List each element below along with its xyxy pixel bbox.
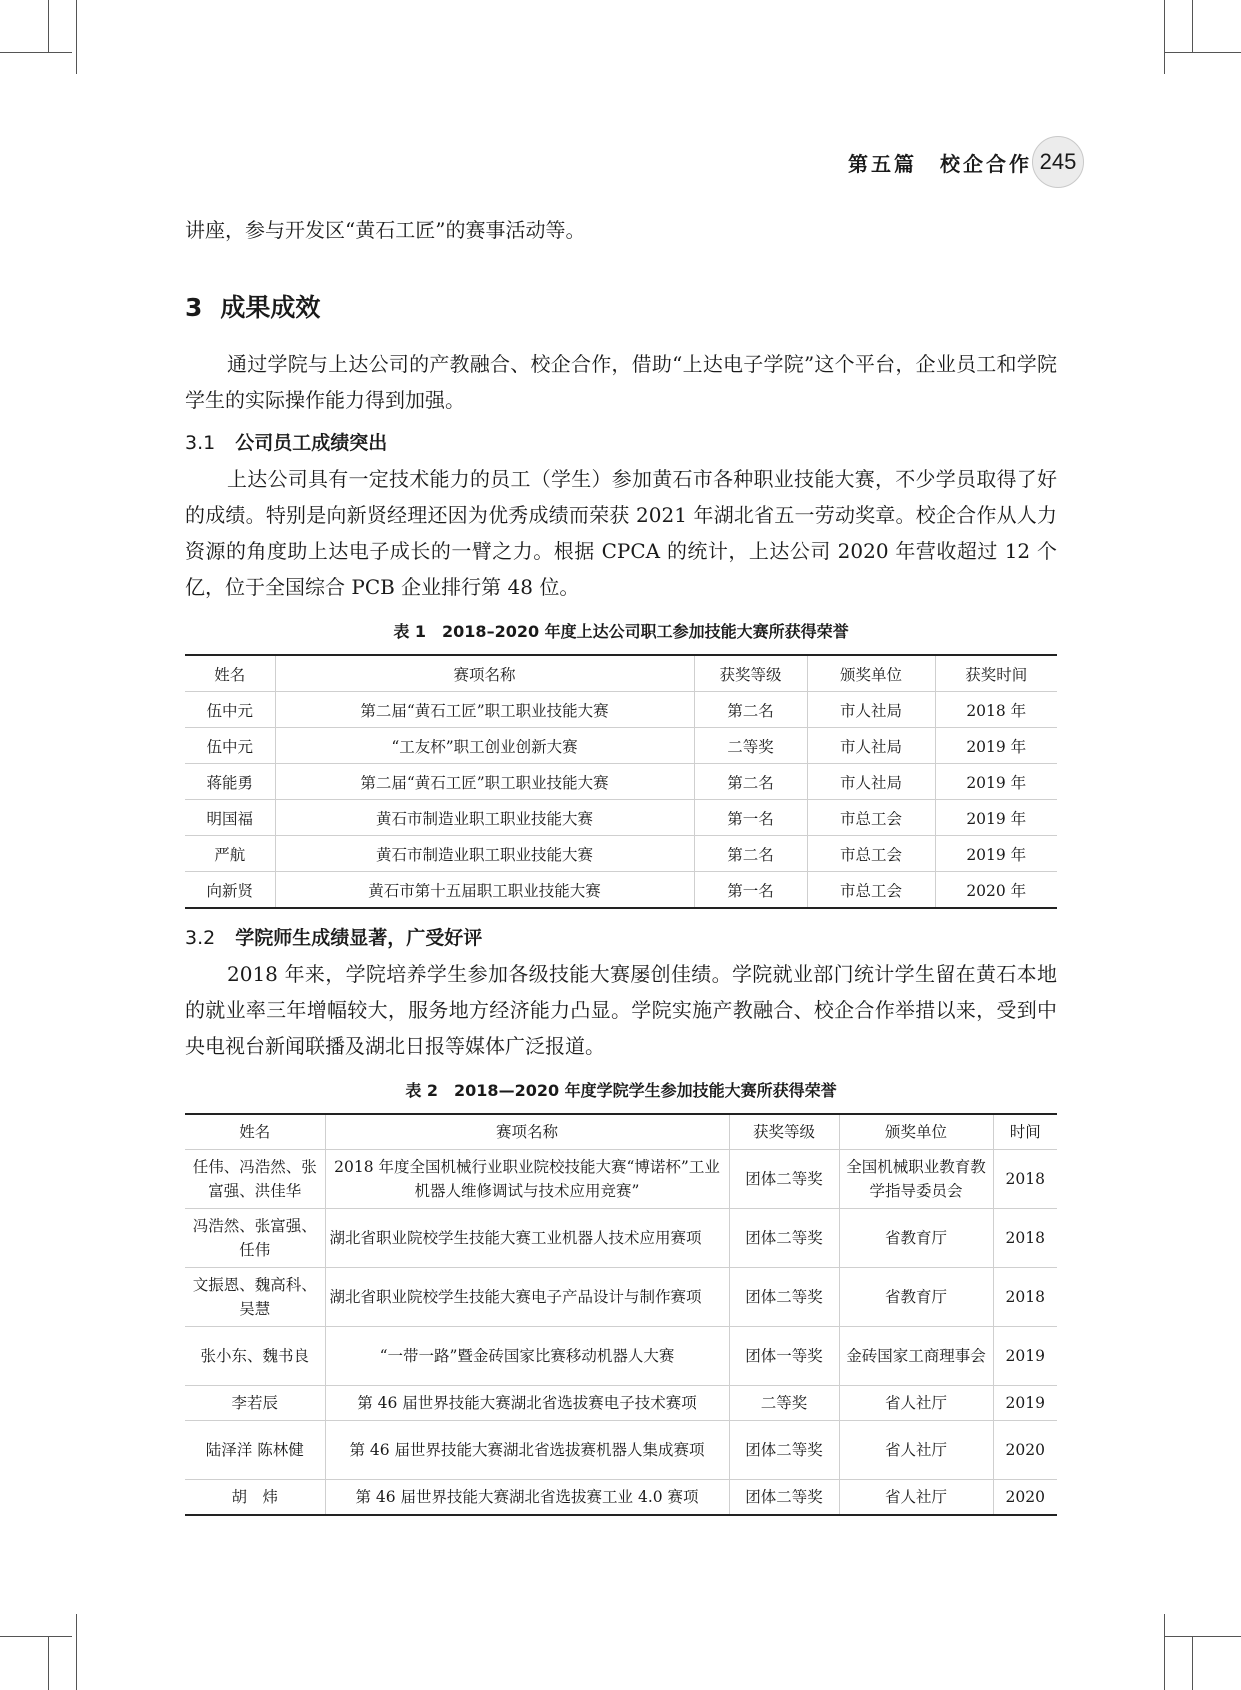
crop-mark: [0, 1636, 72, 1637]
table-cell: 市总工会: [807, 836, 935, 872]
table-cell: 2018 年: [935, 692, 1057, 728]
crop-mark: [1192, 0, 1193, 52]
table-row: [185, 692, 1057, 728]
section-heading: [185, 288, 1057, 324]
table-cell: 2019 年: [935, 836, 1057, 872]
table-row: [185, 1150, 1057, 1209]
table-cell: 2018: [993, 1268, 1057, 1327]
table-cell: 市总工会: [807, 872, 935, 909]
table-row: [185, 1421, 1057, 1480]
column-header: 获奖时间: [935, 655, 1057, 692]
table-cell: 伍中元: [185, 692, 275, 728]
crop-mark: [1164, 1614, 1165, 1690]
crop-mark: [76, 1614, 77, 1690]
table-cell: 湖北省职业院校学生技能大赛工业机器人技术应用赛项: [325, 1209, 729, 1268]
table-cell: 陆泽洋 陈林健: [185, 1421, 325, 1480]
table-cell: 2020: [993, 1421, 1057, 1480]
table-cell: 团体二等奖: [729, 1209, 839, 1268]
table-cell: 二等奖: [729, 1386, 839, 1421]
table-cell: 胡 炜: [185, 1480, 325, 1516]
table-row: [185, 1268, 1057, 1327]
table-cell: 市人社局: [807, 764, 935, 800]
subsection-number: 3.1: [185, 432, 216, 454]
table-caption: 表 2 2018—2020 年度学院学生参加技能大赛所获得荣誉: [405, 1081, 837, 1100]
crop-mark: [1165, 1636, 1241, 1637]
table-cell: 第 46 届世界技能大赛湖北省选拔赛工业 4.0 赛项: [325, 1480, 729, 1516]
table-cell: 2019 年: [935, 764, 1057, 800]
table-cell: “工友杯”职工创业创新大赛: [275, 728, 694, 764]
table-cell: 第二名: [694, 836, 807, 872]
table-cell: 张小东、魏书良: [185, 1327, 325, 1386]
column-header: 时间: [993, 1114, 1057, 1150]
subsection-number: 3.2: [185, 927, 216, 949]
table-row: [185, 1386, 1057, 1421]
table-row: [185, 1327, 1057, 1386]
table-cell: 明国福: [185, 800, 275, 836]
table-cell: 团体二等奖: [729, 1268, 839, 1327]
table-cell: 李若辰: [185, 1386, 325, 1421]
table-cell: 市总工会: [807, 800, 935, 836]
table-cell: 冯浩然、张富强、任伟: [185, 1209, 325, 1268]
table-row: [185, 764, 1057, 800]
column-header: 颁奖单位: [839, 1114, 993, 1150]
crop-mark: [1165, 52, 1241, 53]
column-header: 获奖等级: [729, 1114, 839, 1150]
table-cell: 省教育厅: [839, 1209, 993, 1268]
table-cell: 2019 年: [935, 728, 1057, 764]
table-cell: 严航: [185, 836, 275, 872]
table-cell: 第二名: [694, 764, 807, 800]
column-header: 姓名: [185, 1114, 325, 1150]
table-cell: 市人社局: [807, 692, 935, 728]
table-cell: 黄石市制造业职工职业技能大赛: [275, 836, 694, 872]
table-cell: 文振恩、魏高科、吴慧: [185, 1268, 325, 1327]
table-cell: 第二名: [694, 692, 807, 728]
page-content: [185, 212, 1057, 1516]
table-cell: 第 46 届世界技能大赛湖北省选拔赛机器人集成赛项: [325, 1421, 729, 1480]
subsection-heading: [185, 923, 1057, 950]
crop-mark: [0, 52, 72, 53]
table-cell: 第一名: [694, 872, 807, 909]
table-row: [185, 872, 1057, 909]
running-header: [0, 136, 1241, 196]
table-cell: 2019: [993, 1327, 1057, 1386]
table-cell: 市人社局: [807, 728, 935, 764]
table-cell: 2019 年: [935, 800, 1057, 836]
crop-mark: [1192, 1636, 1193, 1690]
table-cell: 蒋能勇: [185, 764, 275, 800]
column-header: 颁奖单位: [807, 655, 935, 692]
awards-table-students: [185, 1113, 1057, 1516]
table-cell: 省教育厅: [839, 1268, 993, 1327]
column-header: 赛项名称: [325, 1114, 729, 1150]
table-cell: 2018 年度全国机械行业职业院校技能大赛“博诺杯”工业机器人维修调试与技术应用竞赛”: [325, 1150, 729, 1209]
intro-paragraph: 讲座，参与开发区“黄石工匠”的赛事活动等。: [185, 218, 586, 242]
subsection-heading: [185, 428, 1057, 455]
table-cell: 团体一等奖: [729, 1327, 839, 1386]
table-caption: 表 1 2018–2020 年度上达公司职工参加技能大赛所获得荣誉: [393, 622, 849, 641]
table-cell: 省人社厅: [839, 1480, 993, 1516]
column-header: 获奖等级: [694, 655, 807, 692]
table-header-row: [185, 1114, 1057, 1150]
table-header-row: [185, 655, 1057, 692]
header-title: 第五篇 校企合作: [848, 152, 1032, 176]
table-cell: 第一名: [694, 800, 807, 836]
table-cell: 第 46 届世界技能大赛湖北省选拔赛电子技术赛项: [325, 1386, 729, 1421]
table-cell: 任伟、冯浩然、张富强、洪佳华: [185, 1150, 325, 1209]
crop-mark: [76, 0, 77, 74]
crop-mark: [48, 0, 49, 52]
table-cell: 全国机械职业教育教学指导委员会: [839, 1150, 993, 1209]
table-row: [185, 1209, 1057, 1268]
table-cell: 伍中元: [185, 728, 275, 764]
table-row: [185, 1480, 1057, 1516]
page-number: 245: [1032, 136, 1084, 188]
table-row: [185, 800, 1057, 836]
table-cell: 团体二等奖: [729, 1150, 839, 1209]
table-cell: 第二届“黄石工匠”职工职业技能大赛: [275, 692, 694, 728]
table-cell: 团体二等奖: [729, 1480, 839, 1516]
table-cell: 第二届“黄石工匠”职工职业技能大赛: [275, 764, 694, 800]
table-cell: 省人社厅: [839, 1386, 993, 1421]
section-paragraph: 通过学院与上达公司的产教融合、校企合作，借助“上达电子学院”这个平台，企业员工和学院学生的实际操作能力得到加强。: [185, 352, 1057, 412]
subsection-paragraph: 2018 年来，学院培养学生参加各级技能大赛屡创佳绩。学院就业部门统计学生留在黄石本地的就业率三年增幅较大，服务地方经济能力凸显。学院实施产教融合、校企合作举措以来，受到中央电视台新闻联播及湖北日报等媒体广泛报道。: [185, 962, 1057, 1058]
subsection-title: 学院师生成绩显著，广受好评: [235, 927, 483, 949]
table-cell: 二等奖: [694, 728, 807, 764]
table-cell: 黄石市第十五届职工职业技能大赛: [275, 872, 694, 909]
table-cell: 黄石市制造业职工职业技能大赛: [275, 800, 694, 836]
section-title: 成果成效: [220, 293, 321, 322]
subsection-title: 公司员工成绩突出: [235, 432, 388, 454]
table-cell: 团体二等奖: [729, 1421, 839, 1480]
table-cell: 2020 年: [935, 872, 1057, 909]
table-cell: 省人社厅: [839, 1421, 993, 1480]
awards-table-staff: [185, 654, 1057, 909]
crop-mark: [1164, 0, 1165, 74]
column-header: 赛项名称: [275, 655, 694, 692]
section-number: 3: [185, 293, 203, 322]
table-cell: 2018: [993, 1150, 1057, 1209]
table-cell: 2018: [993, 1209, 1057, 1268]
table-row: [185, 836, 1057, 872]
table-cell: “一带一路”暨金砖国家比赛移动机器人大赛: [325, 1327, 729, 1386]
table-cell: 2020: [993, 1480, 1057, 1516]
column-header: 姓名: [185, 655, 275, 692]
table-cell: 金砖国家工商理事会: [839, 1327, 993, 1386]
table-cell: 向新贤: [185, 872, 275, 909]
subsection-paragraph: 上达公司具有一定技术能力的员工（学生）参加黄石市各种职业技能大赛，不少学员取得了好的成绩。特别是向新贤经理还因为优秀成绩而荣获 2021 年湖北省五一劳动奖章。校企合作从人力资源的角度助上达电子成长的一臂之力。根据 CPCA 的统计，上达公司 2020 年营收超过 12 个亿，位于全国综合 PCB 企业排行第 48 位。: [185, 467, 1057, 599]
crop-mark: [48, 1636, 49, 1690]
table-row: [185, 728, 1057, 764]
table-cell: 2019: [993, 1386, 1057, 1421]
table-cell: 湖北省职业院校学生技能大赛电子产品设计与制作赛项: [325, 1268, 729, 1327]
